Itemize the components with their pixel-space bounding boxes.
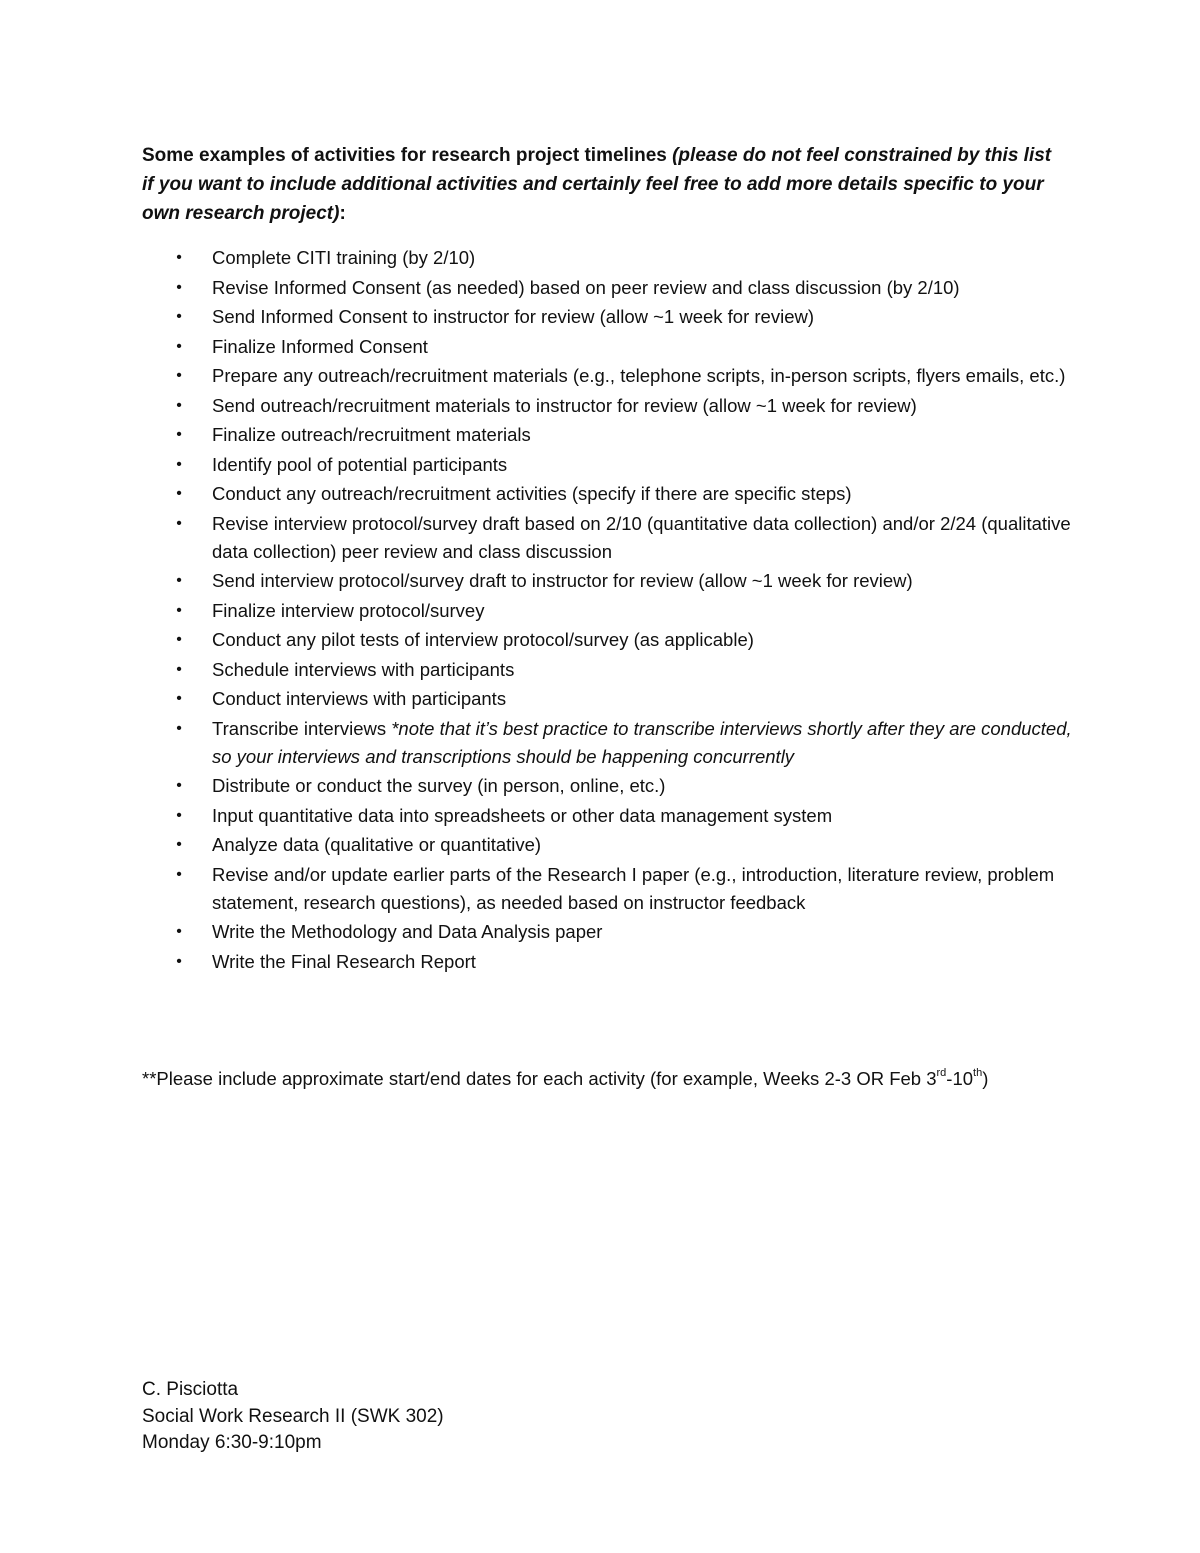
activity-item — [142, 510, 1072, 566]
bullet-icon: • — [176, 660, 182, 678]
activity-text: Revise Informed Consent (as needed) based on peer review and class discussion (by 2/10) — [212, 276, 960, 298]
bullet-icon: • — [176, 836, 182, 853]
bullet-icon: • — [176, 865, 182, 883]
activity-item — [142, 567, 1072, 595]
activity-text: Conduct interviews with participants — [212, 688, 507, 709]
bullet-icon: • — [176, 426, 182, 443]
closing-note — [142, 1065, 1072, 1093]
class-schedule: Monday 6:30-9:10pm — [142, 1432, 322, 1453]
bullet-icon: • — [176, 278, 182, 296]
activity-text: Send Informed Consent to instructor for review (allow ~1 week for review) — [212, 306, 815, 327]
bullet-icon: • — [176, 777, 182, 794]
activity-item — [142, 597, 1072, 625]
activity-item — [142, 244, 1072, 272]
activity-list — [142, 244, 1072, 977]
bullet-icon: • — [176, 923, 182, 940]
activity-text: Conduct any pilot tests of interview protocol/survey (as applicable) — [212, 629, 754, 650]
bullet-icon: • — [176, 396, 182, 414]
activity-text: Finalize interview protocol/survey — [212, 599, 485, 621]
activity-item — [142, 451, 1072, 479]
activity-text: Conduct any outreach/recruitment activities (specify if there are specific steps) — [212, 483, 852, 504]
activity-text: Send outreach/recruitment materials to instructor for review (allow ~1 week for review) — [212, 394, 917, 416]
closing-sup-rd: rd — [936, 1066, 947, 1079]
closing-sup-th: th — [973, 1066, 983, 1079]
activity-item — [142, 656, 1072, 684]
activity-item — [142, 918, 1072, 946]
activity-item — [142, 772, 1072, 800]
intro-colon: : — [339, 203, 346, 224]
bullet-icon: • — [176, 455, 182, 473]
bullet-icon: • — [176, 631, 182, 648]
activity-text: Input quantitative data into spreadsheets or other data management system — [212, 804, 833, 826]
activity-text: Finalize outreach/recruitment materials — [212, 424, 531, 445]
activity-text: Send interview protocol/survey draft to instructor for review (allow ~1 week for review) — [212, 570, 913, 591]
bullet-icon: • — [176, 308, 182, 325]
activity-item — [142, 861, 1072, 917]
intro-paragraph — [142, 141, 1062, 228]
bullet-icon: • — [176, 249, 182, 266]
activity-item — [142, 480, 1072, 508]
activity-item — [142, 421, 1072, 449]
intro-parenthetical: (please do not feel constrained by this list if you want to include additional activities and certainly feel free to add more details specific to your own research project) — [142, 145, 1052, 224]
bullet-icon: • — [176, 719, 182, 737]
bullet-icon: • — [176, 514, 182, 532]
activity-item — [142, 685, 1072, 713]
bullet-icon: • — [176, 337, 182, 355]
course-title: Social Work Research II (SWK 302) — [142, 1405, 444, 1427]
activity-text: Revise interview protocol/survey draft based on 2/10 (quantitative data collection) and/or 2/24 (qualitative data collection) peer review and class discussion — [212, 512, 1071, 562]
activity-text: Distribute or conduct the survey (in person, online, etc.) — [212, 775, 666, 796]
activity-item — [142, 715, 1072, 771]
bullet-icon: • — [176, 690, 182, 707]
activity-item — [142, 802, 1072, 830]
activity-text: Finalize Informed Consent — [212, 335, 428, 357]
activity-text: Analyze data (qualitative or quantitative) — [212, 834, 542, 855]
activity-item — [142, 626, 1072, 654]
bullet-icon: • — [176, 952, 182, 970]
bullet-icon: • — [176, 806, 182, 824]
activity-item — [142, 274, 1072, 302]
activity-text: Write the Methodology and Data Analysis paper — [212, 921, 603, 942]
bullet-icon: • — [176, 367, 182, 384]
activity-text: Revise and/or update earlier parts of the Research I paper (e.g., introduction, literature review, problem statement, research questions), as needed based on instructor feedback — [212, 863, 1055, 913]
bullet-icon: • — [176, 572, 182, 589]
activity-item — [142, 831, 1072, 859]
intro-heading: Some examples of activities for research project timelines — [142, 145, 673, 166]
activity-text: Write the Final Research Report — [212, 950, 476, 972]
activity-item — [142, 362, 1072, 390]
activity-item — [142, 948, 1072, 976]
footer-block — [142, 1377, 742, 1457]
instructor-name: C. Pisciotta — [142, 1379, 239, 1400]
bullet-icon: • — [176, 601, 182, 619]
activity-text: Prepare any outreach/recruitment materials (e.g., telephone scripts, in-person scripts, flyers emails, etc.) — [212, 365, 1066, 386]
activity-note: *note that it’s best practice to transcribe interviews shortly after they are conducted, so your interviews and transcriptions should be happening concurrently — [212, 717, 1072, 767]
bullet-icon: • — [176, 485, 182, 502]
activity-text: Identify pool of potential participants — [212, 453, 508, 475]
closing-text-3: ) — [982, 1068, 989, 1089]
closing-text-1: **Please include approximate start/end dates for each activity (for example, Weeks 2-3 OR Feb 3 — [142, 1068, 937, 1089]
activity-text: Schedule interviews with participants — [212, 658, 515, 680]
activity-text: Transcribe interviews — [212, 717, 392, 739]
activity-text: Complete CITI training (by 2/10) — [212, 247, 476, 268]
closing-text-2: -10 — [946, 1068, 974, 1089]
activity-item — [142, 392, 1072, 420]
activity-item — [142, 303, 1072, 331]
activity-item — [142, 333, 1072, 361]
